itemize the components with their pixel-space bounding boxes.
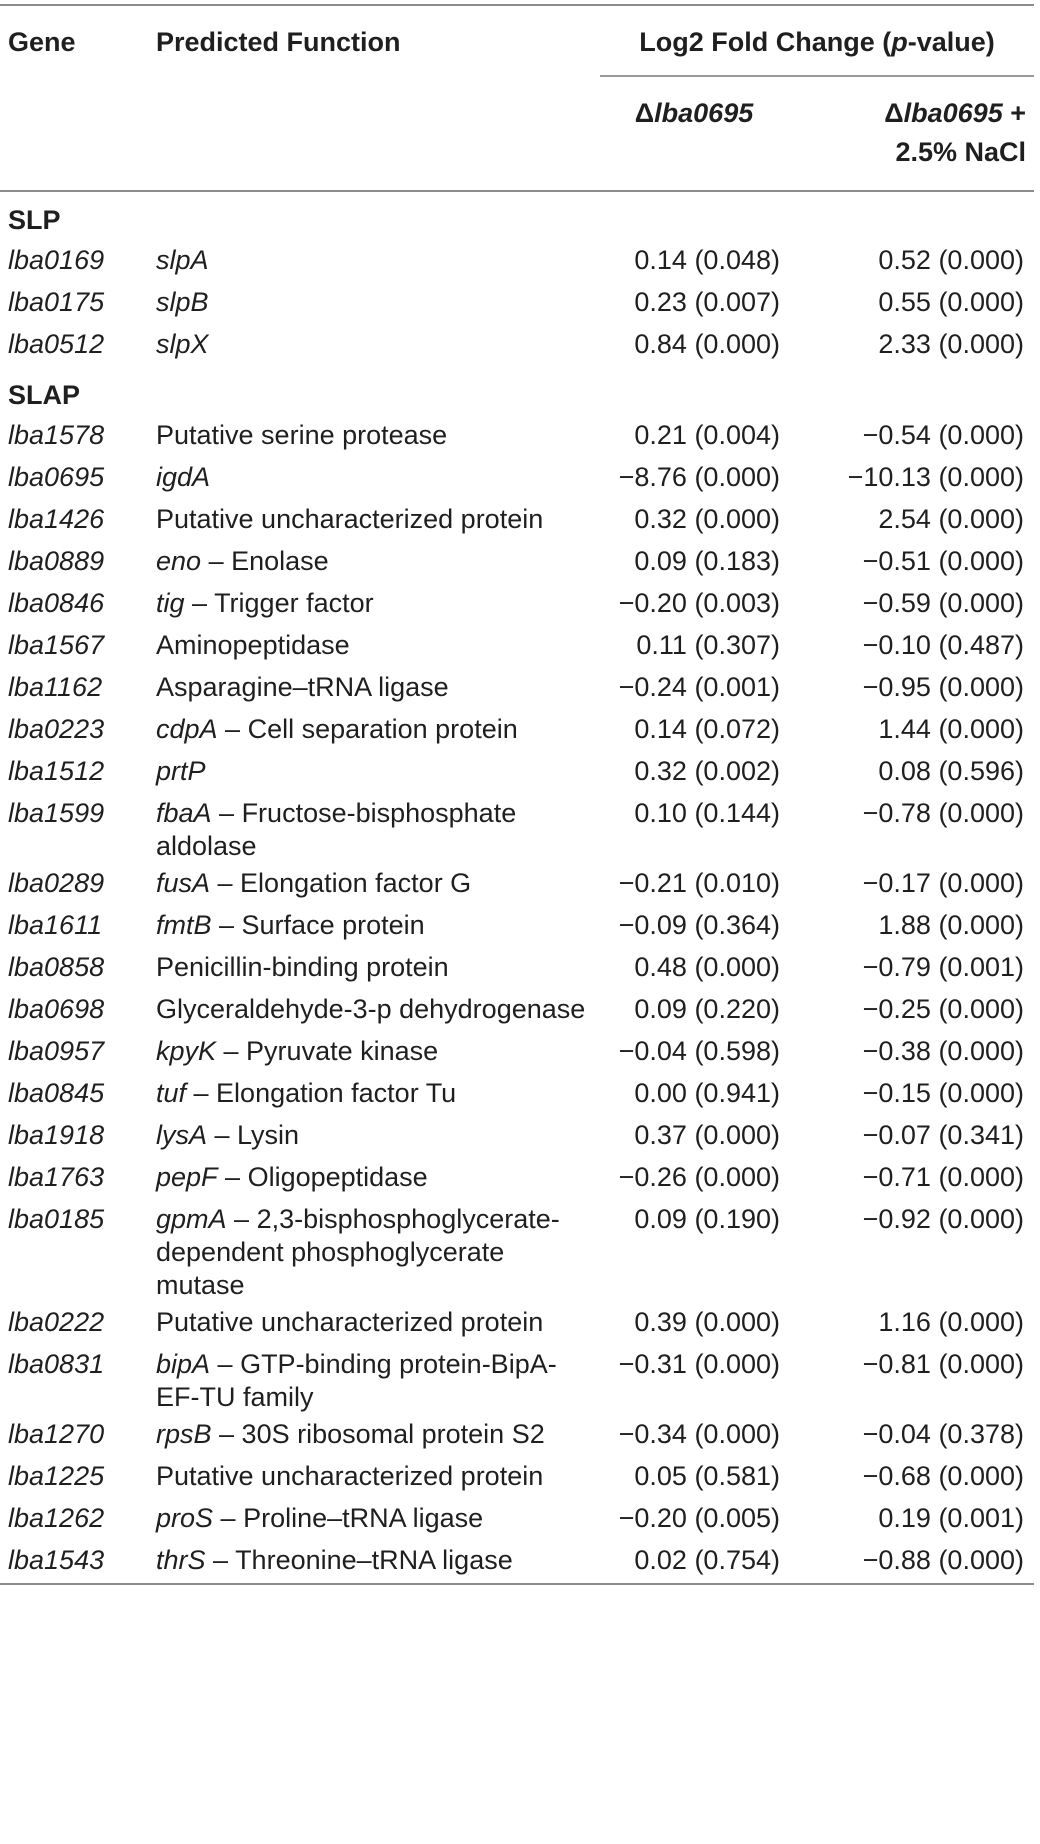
log2fc-deletion-nacl: −10.13 (0.000)	[847, 462, 1024, 492]
function-gene-symbol: tig	[156, 588, 185, 618]
function-description: – Lysin	[207, 1120, 300, 1150]
log2fc-deletion-nacl: 2.33 (0.000)	[878, 329, 1024, 359]
log2fc-deletion-nacl: −0.38 (0.000)	[862, 1036, 1024, 1066]
gene-id: lba1270	[8, 1419, 105, 1449]
function-gene-symbol: fmtB	[156, 910, 212, 940]
function-description: Asparagine–tRNA ligase	[156, 672, 449, 702]
table-row	[0, 1457, 1034, 1499]
gene-id: lba1611	[8, 910, 103, 940]
log2fc-deletion: −0.09 (0.364)	[618, 910, 780, 940]
function-gene-symbol: lysA	[156, 1120, 208, 1150]
log2fc-deletion: 0.09 (0.183)	[634, 546, 780, 576]
predicted-function	[148, 542, 600, 584]
log2fc-deletion-nacl: −0.88 (0.000)	[862, 1545, 1024, 1575]
predicted-function	[148, 1032, 600, 1074]
header-row	[0, 6, 1034, 76]
table-row	[0, 325, 1034, 367]
section-title: SLP	[8, 205, 61, 235]
predicted-function	[148, 1116, 600, 1158]
table-row	[0, 416, 1034, 458]
gene-id: lba1262	[8, 1503, 105, 1533]
function-gene-symbol: cdpA	[156, 714, 218, 744]
predicted-function	[148, 241, 600, 283]
gene-id: lba0831	[8, 1349, 105, 1379]
table-row	[0, 710, 1034, 752]
function-description: – GTP-binding protein-BipA-EF-TU family	[156, 1349, 557, 1412]
table-row	[0, 752, 1034, 794]
lfc-prefix: Log2 Fold Change (	[639, 27, 892, 57]
gene-id: lba0858	[8, 952, 105, 982]
predicted-function	[148, 1457, 600, 1499]
log2fc-deletion-nacl: −0.81 (0.000)	[862, 1349, 1024, 1379]
log2fc-deletion-nacl: −0.78 (0.000)	[862, 798, 1024, 828]
table-row	[0, 990, 1034, 1032]
log2fc-deletion-nacl: −0.92 (0.000)	[862, 1204, 1024, 1234]
function-description: Putative uncharacterized protein	[156, 504, 544, 534]
log2fc-deletion: 0.11 (0.307)	[636, 630, 780, 660]
log2fc-deletion: 0.14 (0.072)	[634, 714, 780, 744]
predicted-function	[148, 416, 600, 458]
table-row	[0, 1200, 1034, 1303]
log2fc-deletion: 0.21 (0.004)	[634, 420, 780, 450]
gene-id: lba0845	[8, 1078, 105, 1108]
deletion-column-header	[600, 76, 788, 191]
predicted-function	[148, 1415, 600, 1457]
log2fc-deletion: −0.24 (0.001)	[618, 672, 780, 702]
gene-id: lba1426	[8, 504, 105, 534]
function-description: Putative uncharacterized protein	[156, 1307, 544, 1337]
log2fc-deletion-nacl: 1.16 (0.000)	[878, 1307, 1024, 1337]
plus-sign: +	[1002, 98, 1026, 128]
log2fc-deletion-nacl: −0.51 (0.000)	[862, 546, 1024, 576]
gene-id: lba1162	[8, 672, 103, 702]
log2fc-deletion-nacl: −0.15 (0.000)	[862, 1078, 1024, 1108]
function-description: – Cell separation protein	[217, 714, 518, 744]
log2fc-deletion-nacl: −0.71 (0.000)	[862, 1162, 1024, 1192]
section-title: SLAP	[8, 380, 81, 410]
gene-id: lba1599	[8, 798, 105, 828]
predicted-function	[148, 710, 600, 752]
function-description: Aminopeptidase	[156, 630, 350, 660]
log2fc-deletion-nacl: −0.17 (0.000)	[862, 868, 1024, 898]
predicted-function	[148, 752, 600, 794]
function-gene-symbol: slpX	[156, 329, 209, 359]
log2fc-deletion-nacl: −0.10 (0.487)	[862, 630, 1024, 660]
function-gene-symbol: tuf	[156, 1078, 187, 1108]
function-description: – Proline–tRNA ligase	[213, 1503, 484, 1533]
function-description: – Oligopeptidase	[217, 1162, 428, 1192]
gene-id: lba1578	[8, 420, 105, 450]
function-gene-symbol: igdA	[156, 462, 211, 492]
function-gene-symbol: pepF	[156, 1162, 218, 1192]
table-row	[0, 948, 1034, 990]
log2fc-deletion-nacl: 2.54 (0.000)	[878, 504, 1024, 534]
table-row	[0, 241, 1034, 283]
table-row	[0, 1074, 1034, 1116]
table-row	[0, 906, 1034, 948]
log2fc-deletion-nacl: −0.95 (0.000)	[862, 672, 1024, 702]
log2fc-deletion-nacl: 0.08 (0.596)	[878, 756, 1024, 786]
subheader-row	[0, 76, 1034, 191]
table-row	[0, 864, 1034, 906]
delta-symbol: Δ	[884, 98, 904, 128]
function-gene-symbol: fusA	[156, 868, 211, 898]
bottom-rule	[0, 1584, 1034, 1585]
table-row	[0, 283, 1034, 325]
gene-expression-table	[0, 4, 1034, 1585]
gene-id: lba0512	[8, 329, 105, 359]
log2fc-deletion: 0.14 (0.048)	[634, 245, 780, 275]
deletion-nacl-column-header	[788, 76, 1034, 191]
function-description: Putative serine protease	[156, 420, 448, 450]
table-row	[0, 1303, 1034, 1345]
log2fc-deletion: 0.05 (0.581)	[634, 1461, 780, 1491]
function-gene-symbol: gpmA	[156, 1204, 227, 1234]
gene-id: lba0222	[8, 1307, 105, 1337]
predicted-function	[148, 584, 600, 626]
log2fc-deletion: 0.48 (0.000)	[634, 952, 780, 982]
predicted-function	[148, 1499, 600, 1541]
function-gene-symbol: rpsB	[156, 1419, 212, 1449]
predicted-function	[148, 283, 600, 325]
predicted-function	[148, 1158, 600, 1200]
log2fc-deletion: −0.20 (0.003)	[618, 588, 780, 618]
table-row	[0, 1158, 1034, 1200]
gene-id: lba1763	[8, 1162, 105, 1192]
table-row	[0, 1345, 1034, 1415]
table-row	[0, 794, 1034, 864]
gene-id: lba0169	[8, 245, 105, 275]
table-row	[0, 1541, 1034, 1584]
gene-column-header: Gene	[8, 27, 76, 57]
function-description: – Fructose-bisphosphate aldolase	[156, 798, 517, 861]
predicted-function	[148, 948, 600, 990]
log2fc-deletion: −0.34 (0.000)	[618, 1419, 780, 1449]
function-description: – Pyruvate kinase	[216, 1036, 439, 1066]
table-row	[0, 1116, 1034, 1158]
predicted-function	[148, 458, 600, 500]
function-description: – Elongation factor G	[210, 868, 472, 898]
predicted-function	[148, 864, 600, 906]
log2fc-deletion: −0.20 (0.005)	[618, 1503, 780, 1533]
gene-id: lba1543	[8, 1545, 105, 1575]
function-gene-symbol: eno	[156, 546, 202, 576]
function-gene-symbol: kpyK	[156, 1036, 217, 1066]
function-description: Glyceraldehyde-3-p dehydrogenase	[156, 994, 586, 1024]
log2fc-deletion: 0.32 (0.000)	[634, 504, 780, 534]
table-body	[0, 192, 1034, 1584]
gene-id: lba1567	[8, 630, 105, 660]
table-row	[0, 668, 1034, 710]
predicted-function	[148, 990, 600, 1032]
predicted-function	[148, 1074, 600, 1116]
predicted-function	[148, 906, 600, 948]
log2fc-deletion: 0.39 (0.000)	[634, 1307, 780, 1337]
predicted-function	[148, 668, 600, 710]
gene-id: lba0695	[8, 462, 105, 492]
gene-id: lba0185	[8, 1204, 105, 1234]
gene-id: lba1512	[8, 756, 105, 786]
function-description: – 2,3-bisphosphoglycerate-dependent phosphoglycerate mutase	[156, 1204, 560, 1300]
deletion-gene: lba0695	[654, 98, 754, 128]
log2fc-deletion: −0.21 (0.010)	[618, 868, 780, 898]
log2fc-deletion: 0.09 (0.190)	[634, 1204, 780, 1234]
predicted-function	[148, 1200, 600, 1303]
log2fc-deletion: 0.02 (0.754)	[634, 1545, 780, 1575]
log2fc-deletion: 0.00 (0.941)	[634, 1078, 780, 1108]
log2fc-deletion: 0.32 (0.002)	[634, 756, 780, 786]
function-gene-symbol: slpB	[156, 287, 209, 317]
gene-id: lba0698	[8, 994, 105, 1024]
table-row	[0, 458, 1034, 500]
log2fc-deletion: −0.04 (0.598)	[618, 1036, 780, 1066]
log2fc-deletion-nacl: −0.68 (0.000)	[862, 1461, 1024, 1491]
function-description: Penicillin-binding protein	[156, 952, 449, 982]
log2fc-deletion-nacl: 1.88 (0.000)	[878, 910, 1024, 940]
gene-id: lba0289	[8, 868, 105, 898]
log2fc-deletion: 0.84 (0.000)	[634, 329, 780, 359]
predicted-function	[148, 325, 600, 367]
log2fc-deletion: 0.37 (0.000)	[634, 1120, 780, 1150]
log2-fold-change-header	[600, 6, 1034, 76]
function-gene-symbol: proS	[156, 1503, 214, 1533]
log2fc-deletion: 0.23 (0.007)	[634, 287, 780, 317]
lfc-suffix: -value)	[907, 27, 995, 57]
gene-id: lba0957	[8, 1036, 105, 1066]
log2fc-deletion-nacl: −0.79 (0.001)	[862, 952, 1024, 982]
log2fc-deletion-nacl: 1.44 (0.000)	[878, 714, 1024, 744]
gene-id: lba0175	[8, 287, 105, 317]
log2fc-deletion-nacl: −0.25 (0.000)	[862, 994, 1024, 1024]
table-row	[0, 500, 1034, 542]
predicted-function	[148, 1303, 600, 1345]
table-row	[0, 1499, 1034, 1541]
log2fc-deletion-nacl: 0.55 (0.000)	[878, 287, 1024, 317]
function-description: – 30S ribosomal protein S2	[211, 1419, 545, 1449]
section-header-row	[0, 192, 1034, 241]
function-gene-symbol: prtP	[156, 756, 206, 786]
function-gene-symbol: bipA	[156, 1349, 211, 1379]
log2fc-deletion: 0.09 (0.220)	[634, 994, 780, 1024]
table-row	[0, 584, 1034, 626]
function-description: – Threonine–tRNA ligase	[205, 1545, 513, 1575]
function-gene-symbol: fbaA	[156, 798, 212, 828]
delta-symbol: Δ	[634, 98, 655, 128]
function-description: – Trigger factor	[184, 588, 374, 618]
predicted-function	[148, 1345, 600, 1415]
table-row	[0, 542, 1034, 584]
log2fc-deletion-nacl: −0.54 (0.000)	[862, 420, 1024, 450]
gene-id: lba1225	[8, 1461, 105, 1491]
log2fc-deletion: −0.31 (0.000)	[618, 1349, 780, 1379]
gene-id: lba1918	[8, 1120, 105, 1150]
log2fc-deletion: −0.26 (0.000)	[618, 1162, 780, 1192]
table-row	[0, 1032, 1034, 1074]
function-description: Putative uncharacterized protein	[156, 1461, 544, 1491]
section-header-row	[0, 367, 1034, 416]
log2fc-deletion-nacl: 0.19 (0.001)	[878, 1503, 1024, 1533]
nacl-condition: 2.5% NaCl	[895, 137, 1026, 167]
gene-id: lba0223	[8, 714, 105, 744]
function-description: – Elongation factor Tu	[186, 1078, 457, 1108]
function-gene-symbol: slpA	[156, 245, 209, 275]
gene-id: lba0846	[8, 588, 105, 618]
predicted-function	[148, 500, 600, 542]
log2fc-deletion-nacl: −0.04 (0.378)	[862, 1419, 1024, 1449]
table-row	[0, 1415, 1034, 1457]
function-description: – Surface protein	[211, 910, 425, 940]
log2fc-deletion: −8.76 (0.000)	[618, 462, 780, 492]
predicted-function	[148, 626, 600, 668]
log2fc-deletion: 0.10 (0.144)	[634, 798, 780, 828]
gene-id: lba0889	[8, 546, 105, 576]
log2fc-deletion-nacl: 0.52 (0.000)	[878, 245, 1024, 275]
function-gene-symbol: thrS	[156, 1545, 206, 1575]
function-column-header: Predicted Function	[156, 27, 401, 57]
predicted-function	[148, 1541, 600, 1584]
function-description: – Enolase	[201, 546, 329, 576]
lfc-p: p	[891, 27, 908, 57]
log2fc-deletion-nacl: −0.59 (0.000)	[862, 588, 1024, 618]
predicted-function	[148, 794, 600, 864]
deletion-gene: lba0695	[903, 98, 1003, 128]
table-row	[0, 626, 1034, 668]
log2fc-deletion-nacl: −0.07 (0.341)	[862, 1120, 1024, 1150]
